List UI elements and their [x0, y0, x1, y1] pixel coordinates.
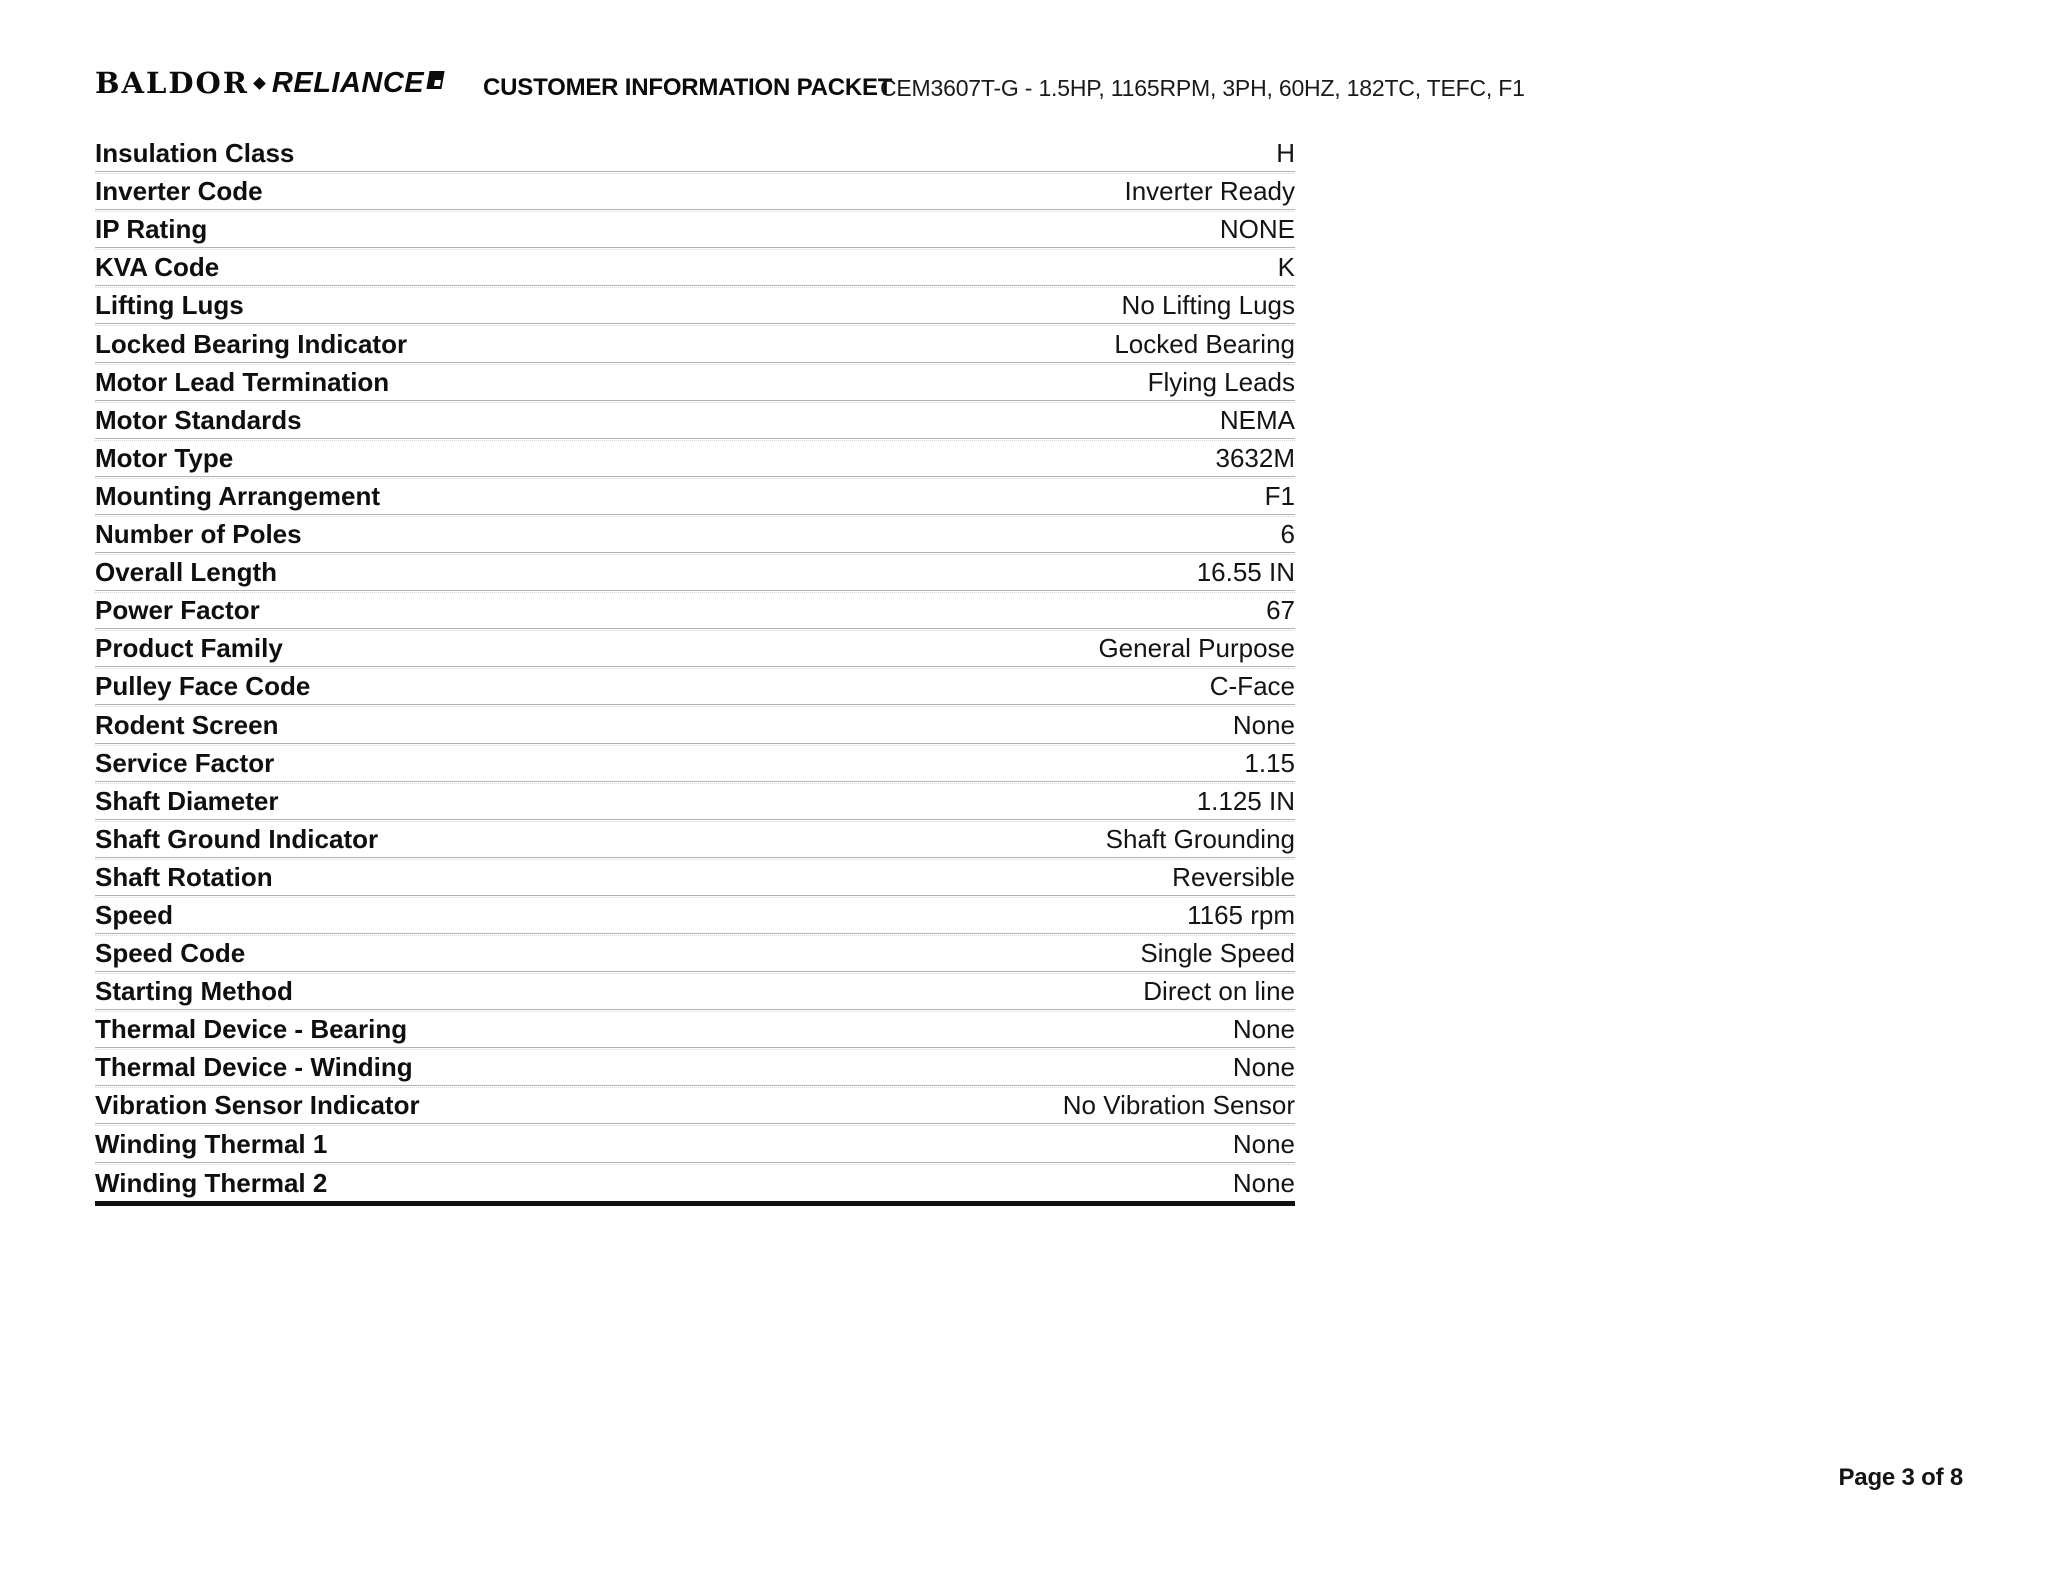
page-number: Page 3 of 8	[1838, 1464, 1963, 1491]
table-row	[95, 591, 1295, 629]
spec-label: Insulation Class	[95, 138, 295, 169]
logo-diamond-separator-icon	[253, 77, 266, 90]
spec-value: F1	[1264, 480, 1295, 511]
logo-baldor-text: BALDOR	[95, 66, 249, 100]
spec-label: Number of Poles	[95, 519, 302, 550]
table-row	[95, 858, 1295, 896]
spec-value: NEMA	[1219, 404, 1295, 435]
spec-label: Starting Method	[95, 976, 293, 1007]
table-row	[95, 515, 1295, 553]
spec-label: Overall Length	[95, 557, 278, 588]
spec-label: Locked Bearing Indicator	[95, 328, 408, 359]
spec-label: Speed Code	[95, 938, 246, 969]
table-row	[95, 896, 1295, 934]
table-row	[95, 172, 1295, 210]
table-bottom-rule	[95, 1201, 1295, 1206]
table-row	[95, 744, 1295, 782]
table-row	[95, 286, 1295, 324]
spec-label: Shaft Ground Indicator	[95, 823, 379, 854]
spec-rows-container	[95, 134, 1295, 1201]
product-description: CEM3607T-G - 1.5HP, 1165RPM, 3PH, 60HZ, 182TC, TEFC, F1	[880, 75, 1525, 101]
spec-value: Reversible	[1172, 861, 1295, 892]
spec-value: No Lifting Lugs	[1121, 290, 1295, 321]
table-row	[95, 553, 1295, 591]
spec-label: Vibration Sensor Indicator	[95, 1090, 420, 1121]
spec-value: None	[1232, 1052, 1295, 1083]
table-row	[95, 134, 1295, 172]
logo-trademark-icon	[427, 71, 445, 89]
spec-label: Thermal Device - Winding	[95, 1052, 413, 1083]
table-row	[95, 1163, 1295, 1201]
table-row	[95, 210, 1295, 248]
spec-value: K	[1277, 252, 1295, 283]
table-row	[95, 820, 1295, 858]
table-row	[95, 248, 1295, 286]
spec-value: 16.55 IN	[1196, 557, 1295, 588]
table-row	[95, 629, 1295, 667]
spec-label: Lifting Lugs	[95, 290, 244, 321]
table-row	[95, 667, 1295, 705]
table-row	[95, 705, 1295, 743]
spec-value: 1.15	[1244, 747, 1295, 778]
spec-label: Rodent Screen	[95, 709, 279, 740]
table-row	[95, 439, 1295, 477]
spec-label: Motor Lead Termination	[95, 366, 390, 397]
spec-value: Single Speed	[1140, 938, 1295, 969]
spec-label: Shaft Diameter	[95, 785, 279, 816]
baldor-reliance-logo	[95, 66, 443, 100]
spec-value: General Purpose	[1098, 633, 1295, 664]
spec-label: Motor Standards	[95, 404, 302, 435]
spec-value: C-Face	[1209, 671, 1295, 702]
spec-label: Speed	[95, 899, 174, 930]
spec-value: 1.125 IN	[1196, 785, 1295, 816]
spec-value: 1165 rpm	[1187, 899, 1295, 930]
spec-value: No Vibration Sensor	[1062, 1090, 1295, 1121]
table-row	[95, 401, 1295, 439]
spec-value: None	[1232, 1128, 1295, 1159]
table-row	[95, 324, 1295, 362]
spec-label: Product Family	[95, 633, 283, 664]
spec-label: Winding Thermal 1	[95, 1128, 328, 1159]
spec-value: 6	[1280, 519, 1295, 550]
spec-value: None	[1232, 709, 1295, 740]
spec-value: Inverter Ready	[1124, 176, 1295, 207]
spec-value: 67	[1266, 595, 1295, 626]
spec-value: Direct on line	[1143, 976, 1295, 1007]
table-row	[95, 363, 1295, 401]
spec-value: Shaft Grounding	[1105, 823, 1295, 854]
spec-value: H	[1276, 138, 1295, 169]
spec-value: None	[1232, 1167, 1295, 1198]
spec-value: NONE	[1219, 214, 1295, 245]
spec-label: KVA Code	[95, 252, 220, 283]
spec-label: Shaft Rotation	[95, 861, 273, 892]
table-row	[95, 934, 1295, 972]
table-row	[95, 1048, 1295, 1086]
spec-label: Winding Thermal 2	[95, 1167, 328, 1198]
spec-label: Thermal Device - Bearing	[95, 1014, 408, 1045]
logo-reliance-text: RELIANCE	[271, 66, 425, 99]
spec-label: Power Factor	[95, 595, 260, 626]
spec-label: IP Rating	[95, 214, 208, 245]
spec-label: Mounting Arrangement	[95, 480, 381, 511]
spec-label: Service Factor	[95, 747, 275, 778]
spec-table	[95, 134, 1295, 1206]
table-row	[95, 477, 1295, 515]
table-row	[95, 1086, 1295, 1124]
spec-value: None	[1232, 1014, 1295, 1045]
table-row	[95, 1010, 1295, 1048]
spec-value: 3632M	[1215, 442, 1295, 473]
spec-label: Inverter Code	[95, 176, 263, 207]
table-row	[95, 972, 1295, 1010]
document-title: CUSTOMER INFORMATION PACKET	[483, 74, 893, 101]
spec-value: Locked Bearing	[1114, 328, 1295, 359]
table-row	[95, 782, 1295, 820]
spec-value: Flying Leads	[1147, 366, 1295, 397]
table-row	[95, 1124, 1295, 1162]
spec-label: Motor Type	[95, 442, 234, 473]
spec-label: Pulley Face Code	[95, 671, 311, 702]
